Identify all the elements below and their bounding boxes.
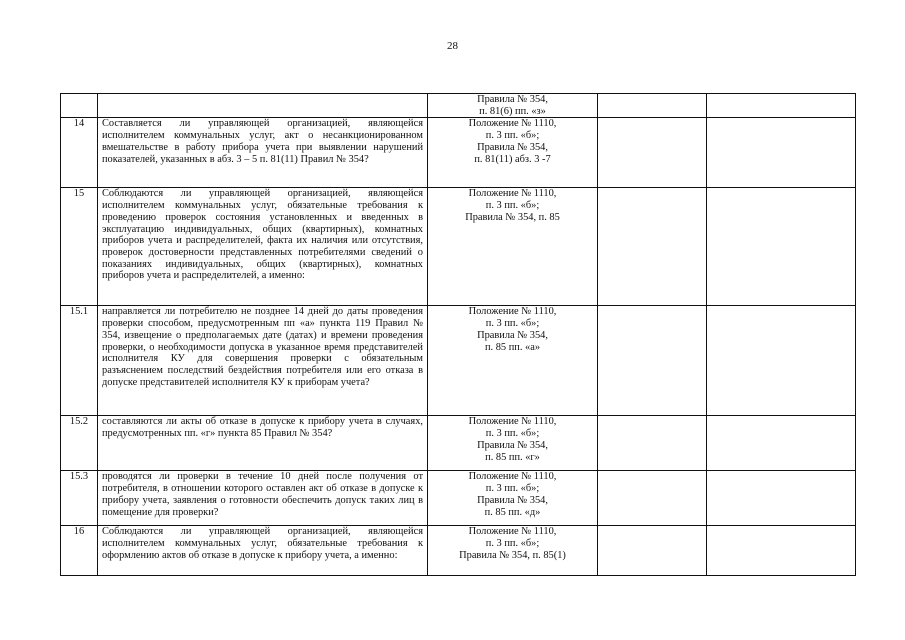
row-number: [61, 94, 98, 118]
answer-cell[interactable]: [598, 526, 707, 576]
row-number: 15.2: [61, 416, 98, 471]
row-number: 15: [61, 188, 98, 306]
requirement-text: Составляется ли управляющей организацией, являющейся исполнителем коммунальных услуг, акт о несанкционированном вмешательстве в работу прибора учета при выявлении нарушений показателей, указанных в абз. 3 – 5 п. 81(11) Правил № 354?: [98, 118, 428, 188]
legal-reference: Положение № 1110, п. 3 пп. «б»; Правила № 354, п. 85 пп. «а»: [428, 306, 598, 416]
legal-reference: Правила № 354, п. 81(6) пп. «з»: [428, 94, 598, 118]
page-number: 28: [447, 40, 458, 52]
row-number: 15.1: [61, 306, 98, 416]
row-number: 15.3: [61, 471, 98, 526]
legal-reference: Положение № 1110, п. 3 пп. «б»; Правила № 354, п. 85 пп. «д»: [428, 471, 598, 526]
requirement-text: [98, 94, 428, 118]
row-number: 14: [61, 118, 98, 188]
answer-cell[interactable]: [598, 416, 707, 471]
answer-cell[interactable]: [598, 94, 707, 118]
legal-reference: Положение № 1110, п. 3 пп. «б»; Правила № 354, п. 85: [428, 188, 598, 306]
note-cell[interactable]: [707, 416, 856, 471]
table-row: [61, 416, 856, 471]
legal-reference: Положение № 1110, п. 3 пп. «б»; Правила № 354, п. 85 пп. «г»: [428, 416, 598, 471]
table-row: [61, 306, 856, 416]
requirement-text: составляются ли акты об отказе в допуске к прибору учета в случаях, предусмотренных пп. «г» пункта 85 Правил № 354?: [98, 416, 428, 471]
table-row: [61, 471, 856, 526]
table-row: [61, 94, 856, 118]
checklist-table: [60, 93, 856, 576]
requirement-text: Соблюдаются ли управляющей организацией, являющейся исполнителем коммунальных услуг, обязательные требования к проведению проверок состояния установленных и введенных в эксплуатацию индивидуальных, общих (квартирных), комнатных приборов учета и распределителей, факта их наличия или отсутствия, проверок достоверности представленных потребителями сведений о показаниях индивидуальных, общих (квартирных), комнатных приборов учета и распределителей, а именно:: [98, 188, 428, 306]
legal-reference: Положение № 1110, п. 3 пп. «б»; Правила № 354, п. 85(1): [428, 526, 598, 576]
answer-cell[interactable]: [598, 188, 707, 306]
table-row: [61, 188, 856, 306]
requirement-text: проводятся ли проверки в течение 10 дней после получения от потребителя, в отношении которого оставлен акт об отказе в допуске к прибору учета, заявления о готовности обеспечить допуск таких лиц в помещение для проверки?: [98, 471, 428, 526]
row-number: 16: [61, 526, 98, 576]
table-row: [61, 118, 856, 188]
note-cell[interactable]: [707, 471, 856, 526]
requirement-text: Соблюдаются ли управляющей организацией, являющейся исполнителем коммунальных услуг, обязательные требования к оформлению актов об отказе в допуске к прибору учета, а именно:: [98, 526, 428, 576]
legal-reference: Положение № 1110, п. 3 пп. «б»; Правила № 354, п. 81(11) абз. 3 -7: [428, 118, 598, 188]
answer-cell[interactable]: [598, 471, 707, 526]
note-cell[interactable]: [707, 94, 856, 118]
note-cell[interactable]: [707, 188, 856, 306]
note-cell[interactable]: [707, 526, 856, 576]
requirement-text: направляется ли потребителю не позднее 14 дней до даты проведения проверки способом, предусмотренным пп «а» пункта 119 Правил № 354, извещение о предполагаемых дате (датах) и времени проведения проверки, о необходимости допуска в указанное время представителей исполнителя КУ для совершения проверки с обязательным разъяснением последствий бездействия потребителя или его отказа в допуске представителей исполнителя КУ к приборам учета?: [98, 306, 428, 416]
answer-cell[interactable]: [598, 118, 707, 188]
table-row: [61, 526, 856, 576]
note-cell[interactable]: [707, 306, 856, 416]
note-cell[interactable]: [707, 118, 856, 188]
answer-cell[interactable]: [598, 306, 707, 416]
